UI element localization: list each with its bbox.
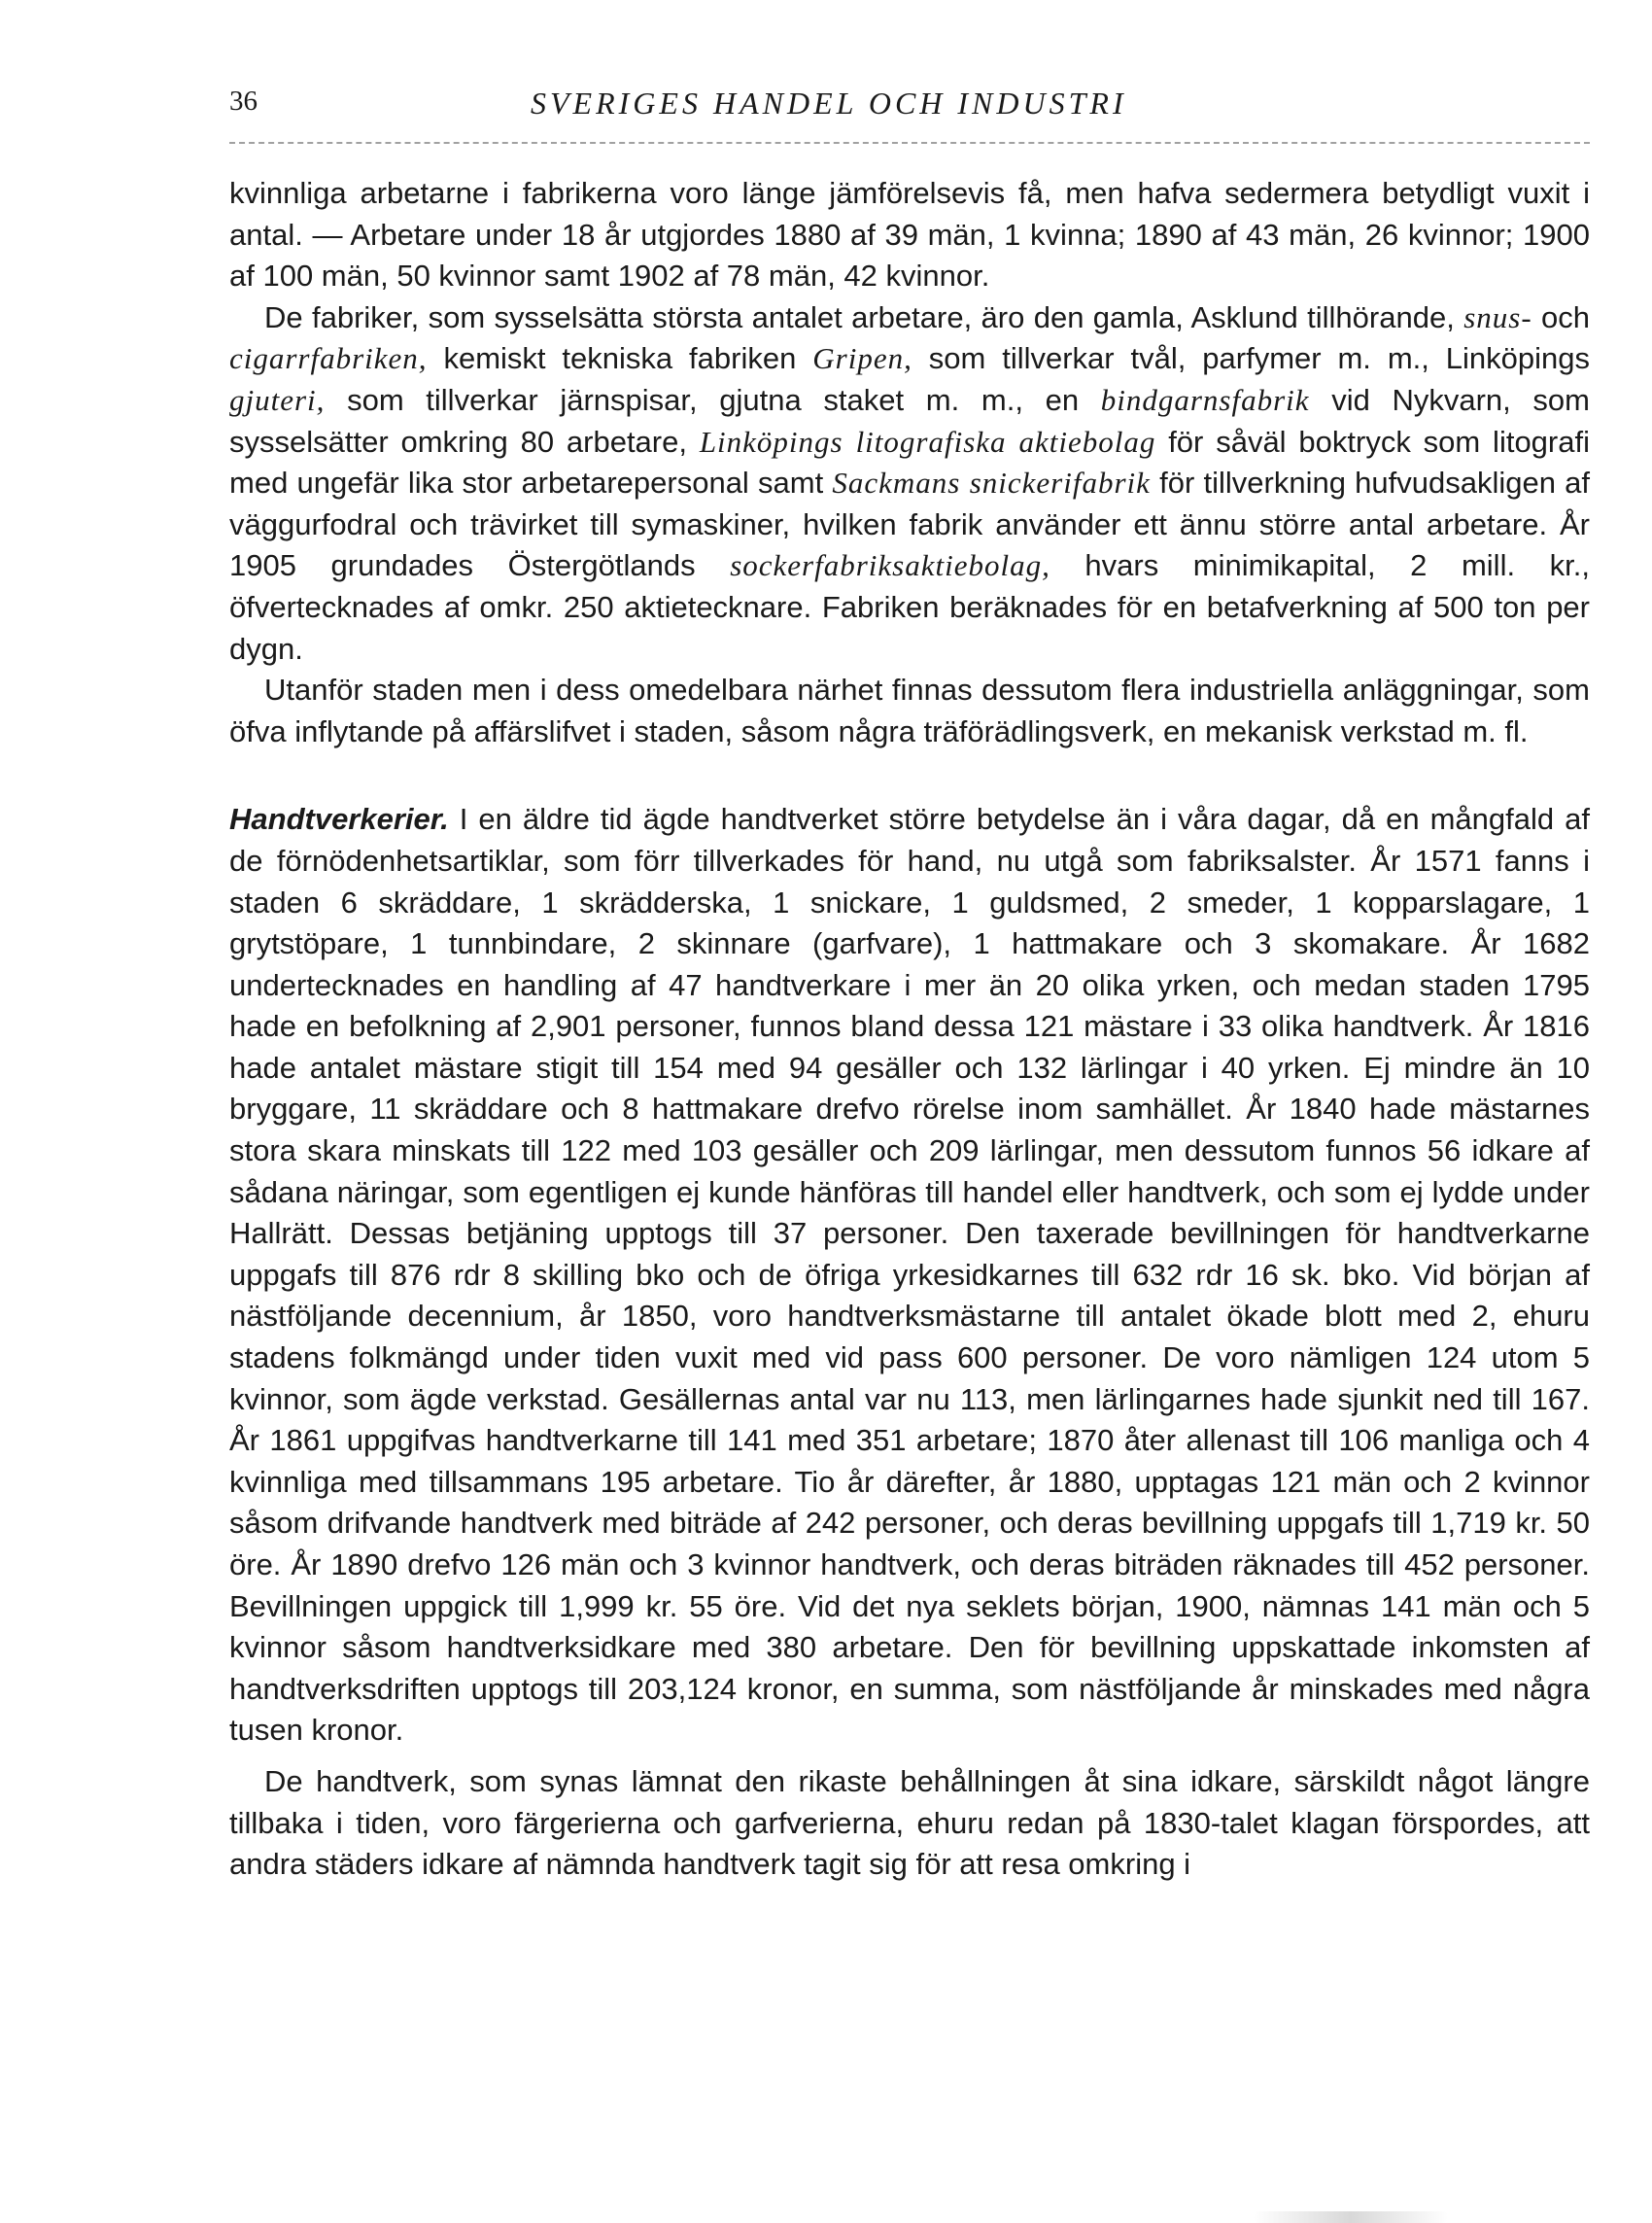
paragraph-handtverkerier: Handtverkerier. I en äldre tid ägde handtverket större betydelse än i våra dagar, då en mångfald af de förnödenhetsartiklar, som förr tillverkades för hand, nu utgå som fabriksalster. År 1571 fanns i staden 6 skräddare, 1 skrädderska, 1 snickare, 1 guldsmed, 2 smeder, 1 kopparslagare, 1 grytstöpare, 1 tunnbindare, 2 skinnare (garfvare), 1 hattmakare och 3 skomakare. År 1682 undertecknades en handling af 47 handtverkare i mer än 20 olika yrken, och medan staden 1795 hade en befolkning af 2,901 personer, funnos bland dessa 121 mästare i 33 olika handtverk. År 1816 hade antalet mästare stigit till 154 med 94 gesäller och 132 lärlingar i 40 yrken. Ej mindre än 10 bryggare, 11 skräddare och 8 hattmakare drefvo rörelse inom samhället. År 1840 hade mästarnes stora skara minskats till 122 med 103 gesäller och 209 lärlingar, men dessutom funnos 56 idkare af sådana näringar, som egentligen ej kunde hänföras till handel eller handtverk, och som ej lydde under Hallrätt. Dessas betjäning upptogs till 37 personer. Den taxerade bevillningen för handtverkarne uppgafs till 876 rdr 8 skilling bko och de öfriga yrkesidkarnes till 632 rdr 16 sk. bko. Vid början af nästföljande decennium, år 1850, voro handtverksmästarne till antalet ökade blott med 2, ehuru stadens folkmängd under tiden vuxit med vid pass 600 personer. De voro nämligen 124 utom 5 kvinnor, som ägde verkstad. Gesällernas antal var nu 113, men lärlingarnes hade sjunkit ned till 167. År 1861 uppgifvas handtverkarne till 141 med 351 arbetare; 1870 åter allenast till 106 manliga och 4 kvinnliga med tillsammans 195 arbetare. Tio år därefter, år 1880, upptagas 121 män och 2 kvinnor såsom drifvande handtverk med biträde af 242 personer, och deras bevillning uppgafs till 1,719 kr. 50 öre. År 1890 drefvo 126 män och 3 kvinnor handtverk, och deras biträden räknades till 452 personer. Bevillningen uppgick till 1,999 kr. 55 öre. Vid det nya seklets början, 1900, nämnas 141 män och 5 kvinnor såsom handtverksidkare med 380 arbetare. Den för bevillning uppskattade inkomsten af handtverksdriften upptogs till 203,124 kronor, en summa, som nästföljande år minskades med några tusen kronor.: [229, 802, 1590, 1748]
italic-term: Gripen,: [812, 341, 912, 376]
section-heading: Handtverkerier.: [229, 802, 449, 837]
italic-term: cigarrfabriken,: [229, 341, 428, 376]
italic-term: snus-: [1463, 299, 1532, 334]
running-head: [229, 86, 1590, 134]
italic-term: gjuteri,: [229, 382, 326, 417]
italic-term: Sackmans snickerifabrik: [832, 466, 1151, 501]
italic-term: sockerfabriksaktiebolag,: [730, 548, 1050, 583]
body-text: [229, 173, 1590, 1886]
italic-term: Linköpings litografiska aktiebolag: [699, 424, 1156, 459]
page-number: 36: [229, 86, 258, 117]
paragraph-factories: De fabriker, som sysselsätta största antalet arbetare, äro den gamla, Asklund tillhörande, snus- och cigarrfabriken, kemiskt tekniska fabriken Gripen, som tillverkar tvål, parfymer m. m., Linköpings gjuteri, som tillverkar järnspisar, gjutna staket m. m., en bindgarnsfabrik vid Nykvarn, som sysselsätter omkring 80 arbetare, Linköpings litografiska aktiebolag för såväl boktryck som litografi med ungefär lika stor arbetarepersonal samt Sackmans snickerifabrik för tillverkning hufvudsakligen af väggurfodral och trävirket till symaskiner, hvilken fabrik använder ett ännu större antal arbetare. År 1905 grundades Östergötlands sockerfabriksaktiebolag, hvars minimikapital, 2 mill. kr., öfvertecknades af omkr. 250 aktietecknare. Fabriken beräknades för en betafverkning af 500 ton per dygn.: [229, 299, 1591, 666]
paragraph-continued: kvinnliga arbetarne i fabrikerna voro länge jämförelsevis få, men hafva sedermera betydligt vuxit i antal. — Arbetare under 18 år utgjordes 1880 af 39 män, 1 kvinna; 1890 af 43 män, 26 kvinnor; 1900 af 100 män, 50 kvinnor samt 1902 af 78 män, 42 kvinnor.: [229, 176, 1590, 294]
scan-bleed-mark: [1254, 2211, 1448, 2223]
running-title: SVERIGES HANDEL OCH INDUSTRI: [531, 86, 1127, 121]
paragraph-surroundings: Utanför staden men i dess omedelbara närhet finnas dessutom flera industriella anläggningar, som öfva inflytande på affärslifvet i staden, såsom några träförädlingsverk, en mekanisk verkstad m. fl.: [229, 673, 1590, 748]
header-rule: [229, 142, 1590, 144]
paragraph-crafts: De handtverk, som synas lämnat den rikaste behållningen åt sina idkare, särskildt något längre tillbaka i tiden, voro färgerierna och garfverierna, ehuru redan på 1830-talet klagan förspordes, att andra städers idkare af nämnda handtverk tagit sig för att resa omkring i: [229, 1763, 1590, 1882]
italic-term: bindgarnsfabrik: [1100, 382, 1310, 417]
